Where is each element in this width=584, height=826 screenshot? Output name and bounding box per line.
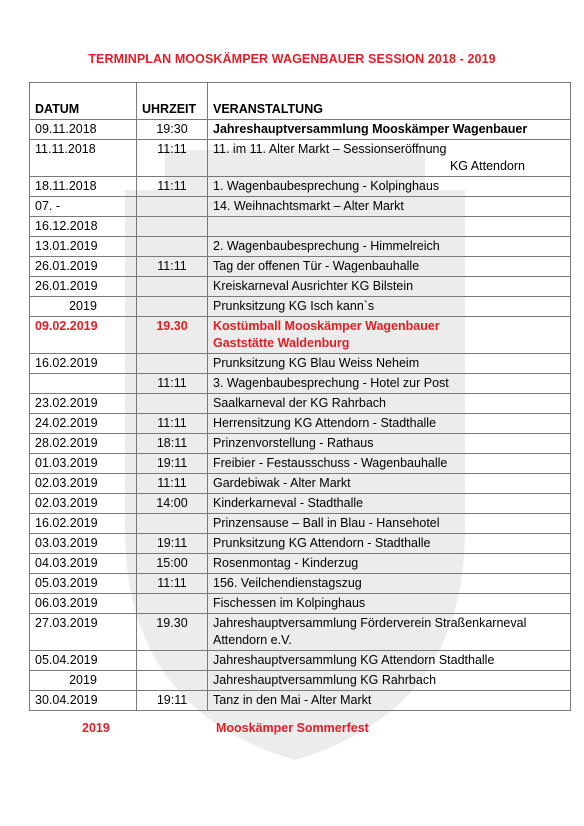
table-row [30,317,571,354]
table-row [30,217,571,237]
cell-date: 07. - [30,197,137,217]
event-line: Herrensitzung KG Attendorn - Stadthalle [213,416,437,430]
cell-time: 11:11 [137,414,208,434]
cell-time: 11:11 [137,574,208,594]
cell-date: 13.01.2019 [30,237,137,257]
event-line: Gardebiwak - Alter Markt [213,476,351,490]
header-event: VERANSTALTUNG [208,83,571,120]
page-title: TERMINPLAN MOOSKÄMPER WAGENBAUER SESSION 2018 - 2019 [88,52,496,66]
cell-time [137,394,208,414]
schedule-table [29,82,571,711]
cell-date: 02.03.2019 [30,494,137,514]
event-line: Fischessen im Kolpinghaus [213,596,366,610]
header-time: UHRZEIT [137,83,208,120]
cell-date: 04.03.2019 [30,554,137,574]
cell-time: 19:30 [137,120,208,140]
cell-date: 09.02.2019 [30,317,137,354]
event-line: Freibier - Festausschuss - Wagenbauhalle [213,456,448,470]
table-row [30,120,571,140]
cell-event [208,454,571,474]
event-line: Prinzenvorstellung - Rathaus [213,436,374,450]
table-row [30,691,571,711]
cell-event [208,574,571,594]
event-line: Jahreshauptversammlung KG Attendorn Stadthalle [213,653,495,667]
cell-date: 30.04.2019 [30,691,137,711]
table-row [30,414,571,434]
cell-time: 19.30 [137,317,208,354]
cell-time: 15:00 [137,554,208,574]
event-line: Gaststätte Waldenburg [213,336,350,350]
table-row [30,394,571,414]
event-line: Rosenmontag - Kinderzug [213,556,359,570]
event-line: Prunksitzung KG Isch kann`s [213,299,375,313]
event-line: Tanz in den Mai - Alter Markt [213,693,372,707]
cell-time: 19:11 [137,454,208,474]
cell-date: 16.02.2019 [30,354,137,374]
event-line: Kinderkarneval - Stadthalle [213,496,364,510]
table-row [30,354,571,374]
cell-event [208,474,571,494]
table-row [30,514,571,534]
table-row [30,140,571,177]
cell-time: 11:11 [137,474,208,494]
event-line: Jahreshauptversammlung Förderverein Straßenkarneval [213,616,527,630]
cell-event [208,594,571,614]
event-line: 156. Veilchendienstagszug [213,576,362,590]
cell-event [208,514,571,534]
table-row [30,297,571,317]
table-row [30,554,571,574]
cell-date: 05.03.2019 [30,574,137,594]
cell-event [208,534,571,554]
table-row [30,534,571,554]
table-row [30,614,571,651]
cell-date: 05.04.2019 [30,651,137,671]
event-line: 14. Weihnachtsmarkt – Alter Markt [213,199,404,213]
cell-time [137,671,208,691]
table-row [30,594,571,614]
event-line [213,218,565,235]
header-date: DATUM [30,83,137,120]
cell-time [137,297,208,317]
table-row [30,474,571,494]
event-line: Jahreshauptversammlung KG Rahrbach [213,673,437,687]
cell-event [208,177,571,197]
cell-event [208,494,571,514]
event-line: Attendorn e.V. [213,633,292,647]
cell-event [208,257,571,277]
footer-year: 2019 [82,721,110,735]
cell-event [208,651,571,671]
cell-event [208,354,571,374]
cell-event [208,120,571,140]
cell-time [137,594,208,614]
cell-date: 09.11.2018 [30,120,137,140]
table-row [30,671,571,691]
footer-event: Mooskämper Sommerfest [216,721,369,735]
cell-date: 16.02.2019 [30,514,137,534]
cell-time: 11:11 [137,374,208,394]
event-line: Tag der offenen Tür - Wagenbauhalle [213,259,420,273]
cell-event [208,217,571,237]
table-row [30,277,571,297]
cell-event [208,374,571,394]
cell-time: 19:11 [137,691,208,711]
table-row [30,257,571,277]
cell-time [137,197,208,217]
cell-time: 18:11 [137,434,208,454]
event-line: KG Attendorn [449,159,525,173]
cell-time: 11:11 [137,257,208,277]
cell-event [208,197,571,217]
cell-date: 03.03.2019 [30,534,137,554]
cell-event [208,277,571,297]
event-line: 2. Wagenbaubesprechung - Himmelreich [213,239,440,253]
event-line: Saalkarneval der KG Rahrbach [213,396,387,410]
event-line: 3. Wagenbaubesprechung - Hotel zur Post [213,376,449,390]
table-row [30,177,571,197]
cell-date: 26.01.2019 [30,277,137,297]
table-row [30,237,571,257]
cell-event [208,434,571,454]
table-row [30,494,571,514]
cell-date: 28.02.2019 [30,434,137,454]
cell-time [137,354,208,374]
cell-time [137,514,208,534]
event-line: Prunksitzung KG Attendorn - Stadthalle [213,536,431,550]
table-row [30,197,571,217]
cell-date: 06.03.2019 [30,594,137,614]
cell-date: 01.03.2019 [30,454,137,474]
cell-date: 23.02.2019 [30,394,137,414]
event-line: Prinzensause – Ball in Blau - Hansehotel [213,516,440,530]
table-row [30,434,571,454]
cell-time: 11:11 [137,177,208,197]
cell-date: 24.02.2019 [30,414,137,434]
cell-event [208,671,571,691]
table-row [30,374,571,394]
cell-event [208,237,571,257]
cell-date: 2019 [30,671,137,691]
schedule-rows [30,120,571,711]
cell-date: 2019 [30,297,137,317]
table-row [30,574,571,594]
table-row [30,651,571,671]
cell-time: 14:00 [137,494,208,514]
cell-event [208,140,571,177]
cell-time: 19.30 [137,614,208,651]
cell-event [208,414,571,434]
event-line: Jahreshauptversammlung Mooskämper Wagenbauer [213,122,528,136]
cell-time: 11:11 [137,140,208,177]
table-header-row [30,83,571,120]
event-line: Kreiskarneval Ausrichter KG Bilstein [213,279,414,293]
cell-time [137,237,208,257]
cell-date: 26.01.2019 [30,257,137,277]
cell-time [137,651,208,671]
event-line: Prunksitzung KG Blau Weiss Neheim [213,356,420,370]
cell-date: 16.12.2018 [30,217,137,237]
cell-event [208,554,571,574]
cell-date: 11.11.2018 [30,140,137,177]
cell-time [137,277,208,297]
cell-date: 18.11.2018 [30,177,137,197]
cell-time [137,217,208,237]
event-line: Kostümball Mooskämper Wagenbauer [213,319,440,333]
cell-event [208,614,571,651]
cell-date: 27.03.2019 [30,614,137,651]
cell-event [208,691,571,711]
event-line: 1. Wagenbaubesprechung - Kolpinghaus [213,179,440,193]
cell-time: 19:11 [137,534,208,554]
cell-event [208,394,571,414]
table-row [30,454,571,474]
cell-event [208,297,571,317]
cell-event [208,317,571,354]
event-line: 11. im 11. Alter Markt – Sessionseröffnung [213,142,447,156]
cell-date: 02.03.2019 [30,474,137,494]
cell-date [30,374,137,394]
